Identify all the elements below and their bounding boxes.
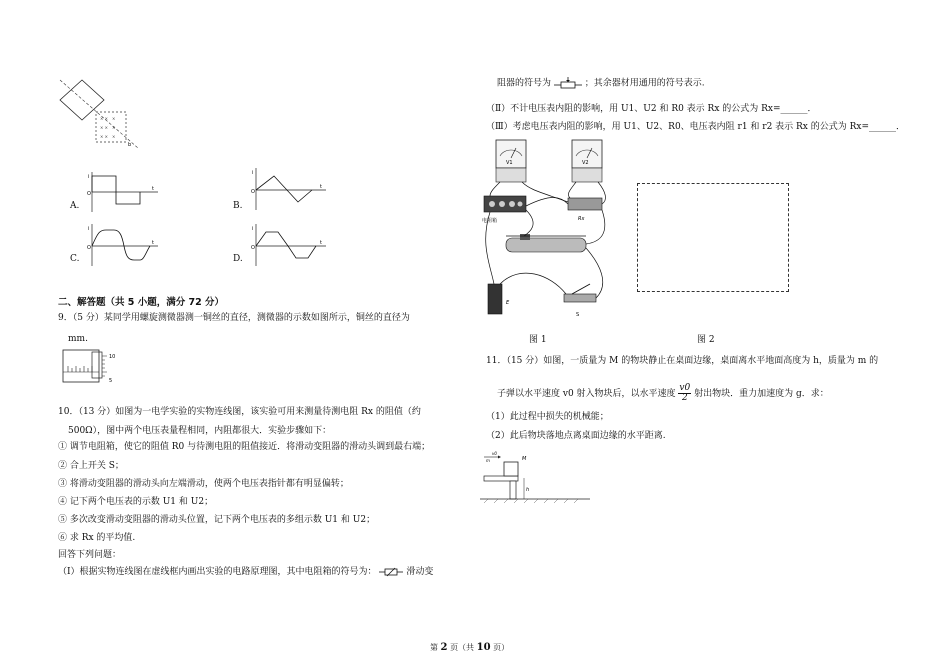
table-block-figure	[480, 448, 592, 506]
axis-t-label: t	[152, 186, 154, 192]
fig-rx-label: Rx	[578, 216, 585, 222]
section-heading: 二、解答题（共 5 小题，满分 72 分）	[58, 297, 225, 308]
option-b-graph	[250, 166, 330, 212]
fig-s-label: S	[576, 312, 580, 318]
micrometer-tick-5: 5	[109, 378, 113, 384]
part2-text: （Ⅱ）不计电压表内阻的影响，用 U1、U2 和 R0 表示 Rx 的公式为 Rx=______．	[486, 104, 817, 114]
origin-label: O	[87, 245, 91, 251]
figure-2-caption: 图 2	[697, 335, 715, 345]
footer-total-pages: 10	[476, 642, 491, 653]
option-a-label[interactable]: A.	[70, 201, 80, 211]
fig-block-mass-label: M	[522, 456, 527, 462]
q10-step-1: ① 调节电阻箱，使它的阻值 R0 与待测电阻的阻值接近．将滑动变阻器的滑动头调到最右端；	[58, 442, 431, 452]
q10-text-line1: 10．（13 分）如图为一电学实验的实物连线图，该实验可用来测量待测电阻 Rx 的阻值（约	[58, 407, 421, 417]
q10-answer-intro: 回答下列问题：	[58, 550, 122, 560]
q11-text-line1: 11．（15 分）如图，一质量为 M 的物块静止在桌面边缘，桌面离水平地面高度为 h，质量为 m 的	[486, 356, 879, 366]
option-b-label[interactable]: B.	[233, 201, 243, 211]
axis-i-label: i	[252, 170, 254, 176]
micrometer-tick-10: 10	[109, 354, 116, 360]
magnetic-field-figure	[52, 74, 142, 150]
part1-continuation	[497, 77, 705, 90]
figure-1-caption: 图 1	[529, 335, 547, 345]
footer-prefix: 第	[430, 643, 438, 652]
fraction-denominator: 2	[681, 393, 688, 403]
footer-page-number: 2	[440, 642, 448, 653]
axis-i-label: i	[252, 226, 254, 232]
fig-box-label: 电阻箱	[482, 218, 498, 224]
footer-suffix: 页）	[493, 643, 510, 652]
origin-label: O	[251, 245, 255, 251]
q11-text-line2	[497, 384, 829, 403]
svg-text:×: ×	[112, 125, 116, 130]
circuit-diagram-answer-box[interactable]	[637, 183, 789, 292]
axis-i-label: i	[88, 174, 90, 180]
fig-bullet-mass-label: m	[486, 458, 490, 463]
option-a-graph	[86, 170, 162, 214]
svg-text:×: ×	[112, 116, 116, 121]
svg-text:× ×: × ×	[100, 116, 108, 121]
resistance-box-symbol-icon	[379, 567, 403, 577]
fig-v0-label: v0	[492, 451, 497, 456]
q10-part1-text	[58, 566, 433, 578]
q9-text-line1: 9．（5 分）某同学用螺旋测微器测一铜丝的直径，测微器的示数如图所示，铜丝的直径为	[58, 313, 410, 323]
axis-t-label: t	[320, 184, 322, 190]
fig-e-label: E	[506, 300, 510, 306]
q11-line2-b: 射出物块．重力加速度为 g．求：	[694, 389, 829, 399]
q10-step-4: ④ 记下两个电压表的示数 U1 和 U2；	[58, 497, 214, 507]
option-d-graph	[250, 222, 330, 268]
part1-cont-a: 阻器的符号为	[497, 78, 552, 89]
svg-text:× ×: × ×	[100, 125, 108, 130]
part1-cont-b: ；其余器材用通用的符号表示.	[584, 78, 705, 89]
q10-text-line2: 500Ω），图中两个电压表量程相同，内阻都很大．实验步骤如下：	[68, 426, 332, 436]
option-d-label[interactable]: D.	[233, 254, 243, 264]
fraction-numerator: v0	[679, 383, 691, 393]
q10-step-3: ③ 将滑动变阻器的滑动头向左端滑动，使两个电压表指针都有明显偏转；	[58, 479, 349, 489]
svg-text:× ×: × ×	[100, 134, 108, 139]
q11-line2-a: 子弹以水平速度 v0 射入物块后，以水平速度	[497, 389, 676, 399]
fig-v2-label: V2	[582, 160, 589, 166]
circuit-apparatus-figure	[480, 134, 620, 320]
svg-text:b: b	[128, 142, 132, 148]
origin-label: O	[251, 189, 255, 195]
fig-height-label: h	[526, 487, 530, 493]
origin-label: O	[87, 191, 91, 197]
page-footer	[430, 642, 509, 653]
v0-over-2-fraction	[678, 384, 691, 403]
q11-sub-1: （1）此过程中损失的机械能；	[486, 412, 609, 422]
q10-step-6: ⑥ 求 Rx 的平均值.	[58, 533, 136, 543]
axis-i-label: i	[88, 226, 90, 232]
axis-t-label: t	[320, 240, 322, 246]
rheostat-symbol-icon	[554, 77, 582, 89]
axis-t-label: t	[152, 240, 154, 246]
q10-part1-a: （Ⅰ）根据实物连线图在虚线框内画出实验的电路原理图，其中电阻箱的符号为：	[58, 567, 377, 577]
q10-step-5: ⑤ 多次改变滑动变阻器的滑动头位置，记下两个电压表的多组示数 U1 和 U2；	[58, 515, 376, 525]
option-c-graph	[86, 222, 162, 268]
q11-sub-2: （2）此后物块落地点离桌面边缘的水平距离.	[486, 431, 666, 441]
micrometer-figure	[62, 346, 124, 386]
q10-step-2: ② 合上开关 S；	[58, 461, 124, 471]
q9-text-line2: mm.	[68, 334, 88, 344]
fig-v1-label: V1	[506, 160, 513, 166]
part3-text: （Ⅲ）考虑电压表内阻的影响，用 U1、U2、R0、电压表内阻 r1 和 r2 表示 Rx 的公式为 Rx=______．	[486, 122, 905, 132]
q10-part1-b: 滑动变	[406, 567, 434, 577]
svg-text:×: ×	[112, 134, 116, 139]
footer-mid: 页（共	[450, 643, 475, 652]
option-c-label[interactable]: C.	[70, 254, 80, 264]
